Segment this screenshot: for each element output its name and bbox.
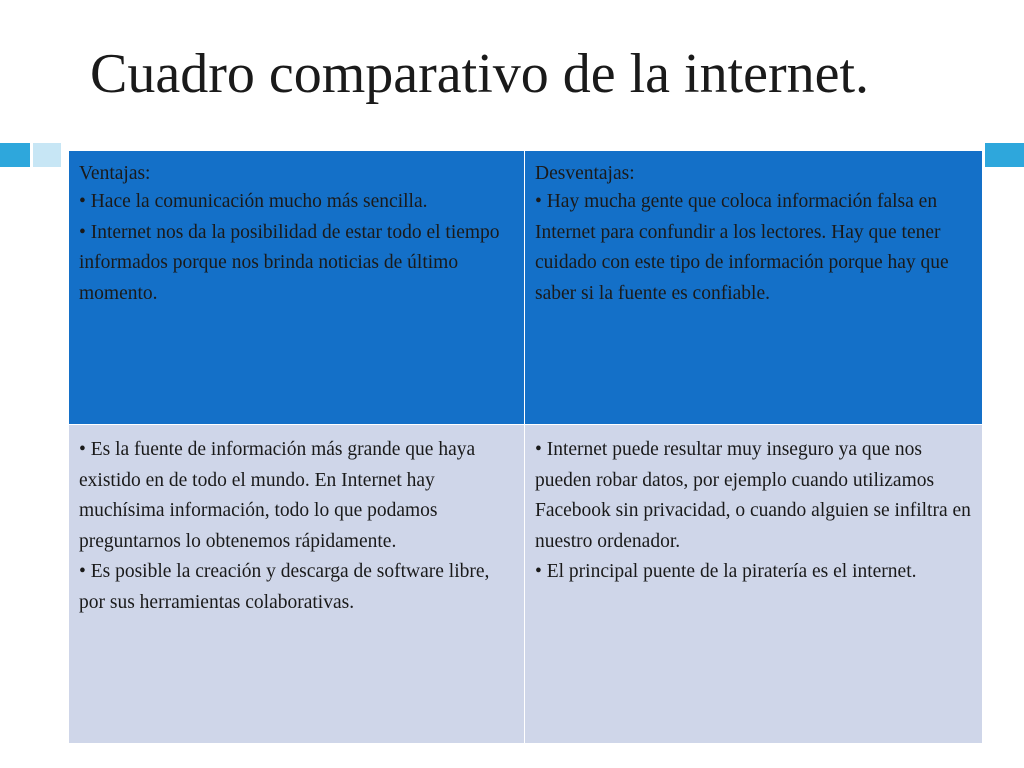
accent-bar-right: [985, 143, 1024, 167]
disadvantage-item: • Internet puede resultar muy inseguro ya que nos pueden robar datos, por ejemplo cuando utilizamos Facebook sin privacidad, o cuando alguien se infiltra en nuestro ordenador.: [535, 439, 971, 552]
advantages-heading: Ventajas:: [79, 163, 151, 184]
comparison-table: [68, 150, 983, 744]
disadvantage-item: • Hay mucha gente que coloca información falsa en Internet para confundir a los lectores. Hay que tener cuidado con este tipo de información porque hay que saber si la fuente es confiable.: [535, 191, 949, 304]
disadvantage-item: • El principal puente de la piratería es el internet.: [535, 561, 917, 583]
advantage-item: • Hace la comunicación mucho más sencilla.: [79, 191, 428, 212]
advantage-item: • Es la fuente de información más grande que haya existido en de todo el mundo. En Internet hay muchísima información, todo lo que podamos preguntarnos lo obtenemos rápidamente.: [79, 439, 476, 552]
table-row-body: [69, 425, 983, 744]
disadvantages-heading: Desventajas:: [535, 163, 635, 184]
accent-bar-left-light: [33, 143, 61, 167]
cell-disadvantages-header: [525, 151, 983, 425]
cell-advantages-header: [69, 151, 525, 425]
table-row-header: [69, 151, 983, 425]
cell-advantages-body: [69, 425, 525, 744]
advantage-item: • Internet nos da la posibilidad de estar todo el tiempo informados porque nos brinda noticias de último momento.: [79, 221, 500, 304]
accent-bar-left: [0, 143, 30, 167]
cell-disadvantages-body: [525, 425, 983, 744]
advantage-item: • Es posible la creación y descarga de software libre, por sus herramientas colaborativas.: [79, 561, 490, 613]
slide-title: Cuadro comparativo de la internet.: [90, 43, 870, 105]
